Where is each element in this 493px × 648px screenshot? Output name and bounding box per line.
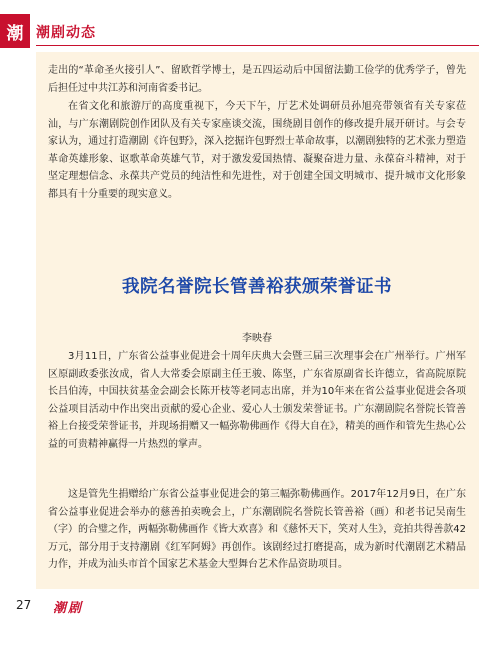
magazine-logo <box>0 14 30 48</box>
logo-char: 潮 <box>6 23 24 44</box>
paragraph-2: 在省文化和旅游厅的高度重视下，今天下午，厅艺术处调研员孙旭亮带领省有关专家莅汕，与广东潮剧院创作团队及有关专家座谈交流，围绕剧目创作的修改提升展开研讨。与会专家认为，通过打造潮剧《许包野》，深入挖掘许包野烈士革命故事，以潮剧独特的艺术张力塑造革命英雄形象、讴歌革命英雄气节，对于激发爱国热情、凝聚奋进力量、永葆奋斗精神，对于坚定理想信念、永葆共产党员的纯洁性和先进性，对于创建全国文明城市、提升城市文化形象都具有十分重要的现实意义。 <box>48 101 466 200</box>
section-title: 潮剧动态 <box>36 25 96 41</box>
footer-logo <box>40 597 96 615</box>
page-header <box>0 0 493 50</box>
footer-logo-text: 潮剧 <box>52 600 83 616</box>
paragraph-1: 走出的“革命圣火接引人”、留欧哲学博士，是五四运动后中国留法勤工俭学的优秀学子，曾先后担任过中共江苏和河南省委书记。 <box>48 65 466 94</box>
paragraph-4: 这是管先生捐赠给广东省公益事业促进会的第三幅弥勒佛画作。2017年12月9日，在广东省公益事业促进会举办的慈善拍卖晚会上，广东潮剧院名誉院长管善裕（画）和老书记吴南生（字）的合璧之作，两幅弥勒佛画作《皆大欢喜》和《慈怀天下，笑对人生》，竞拍共得善款42万元，部分用于支持潮剧《红军阿姆》再创作。该剧经过打磨提高，成为新时代潮剧艺术精品力作，并成为汕头市首个国家艺术基金大型舞台艺术作品资助项目。 <box>48 489 466 571</box>
paragraph-3: 3月11日，广东省公益事业促进会十周年庆典大会暨三届三次理事会在广州举行。广州军区原副政委张汝成，省人大常委会原副主任王骏、陈坚，广东省原副省长许德立，省高院原院长吕伯涛，中国扶贫基金会副会长陈开枝等老同志出席，并为10年来在省公益事业促进会各项公益项目活动中作出突出贡献的爱心企业、爱心人士颁发荣誉证书。广东潮剧院名誉院长管善裕上台接受荣誉证书，并现场捐赠又一幅弥勒佛画作《得大自在》，精美的画作和管先生热心公益的可贵精神赢得一片热烈的掌声。 <box>48 351 466 450</box>
article-author: 李映春 <box>242 333 272 344</box>
page-number: 27 <box>16 598 32 612</box>
header-divider <box>36 45 479 46</box>
article-title: 我院名誉院长管善裕获颁荣誉证书 <box>122 277 392 297</box>
